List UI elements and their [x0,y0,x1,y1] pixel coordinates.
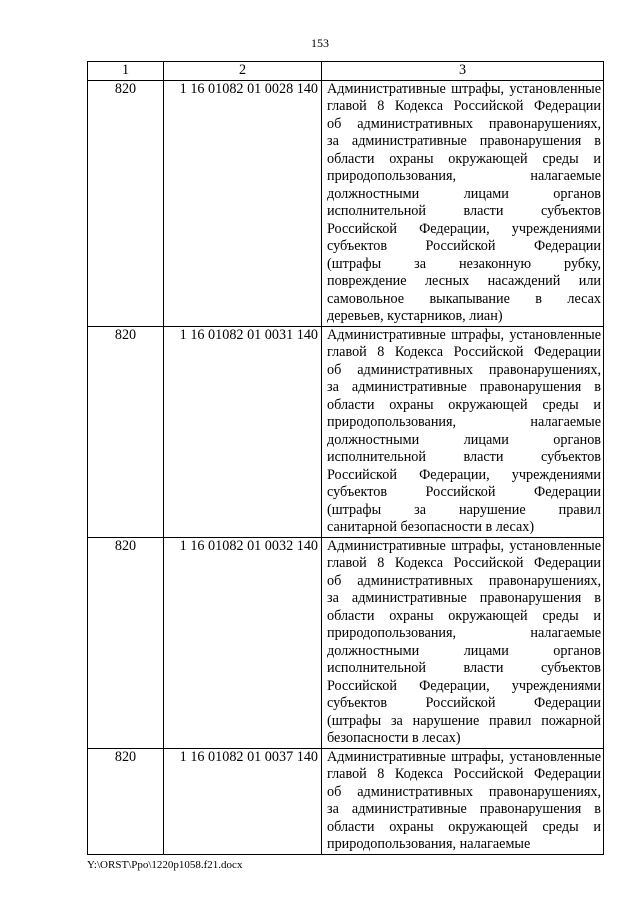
description-cell [322,537,604,748]
description-line: должностными лицами органов [327,431,601,448]
description-line: природопользования, налагаемые [327,414,601,430]
description-line: главой 8 Кодекса Российской Федерации [327,344,601,360]
description-line: области охраны окружающей среды и [327,396,601,413]
description-line: субъектов Российской Федерации [327,238,601,254]
description-line: (штрафы за нарушение правил пожарной [327,712,601,729]
description-line: об административных правонарушениях, [327,361,601,378]
description-line: субъектов Российской Федерации [327,695,601,711]
column-header-1: 1 [88,62,164,81]
admin-code-cell: 820 [88,326,164,537]
description-line: об административных правонарушениях, [327,783,601,800]
description-line: исполнительной власти субъектов [327,660,601,676]
description-line: исполнительной власти субъектов [327,203,601,219]
description-line: за административные правонарушения в [327,590,601,606]
description-line: природопользования, налагаемые [327,836,531,852]
table-row [88,537,604,748]
column-header-2: 2 [164,62,322,81]
description-line: главой 8 Кодекса Российской Федерации [327,98,601,114]
description-line: Российской Федерации, учреждениями [327,220,601,237]
description-line: безопасности в лесах) [327,730,461,746]
description-line: повреждение лесных насаждений или [327,273,601,289]
description-line: должностными лицами органов [327,185,601,202]
column-header-3: 3 [322,62,604,81]
table-body [88,80,604,854]
description-line: (штрафы за нарушение правил [327,501,601,518]
description-line: Административные штрафы, установленные [327,748,601,765]
description-line: Российской Федерации, учреждениями [327,466,601,483]
description-line: за административные правонарушения в [327,379,601,395]
budget-classification-code-cell: 1 16 01082 01 0031 140 [164,326,322,537]
table-row [88,80,604,326]
description-line: области охраны окружающей среды и [327,818,601,835]
description-line: области охраны окружающей среды и [327,607,601,624]
page-number: 153 [311,36,329,50]
description-line: Российской Федерации, учреждениями [327,677,601,694]
description-line: природопользования, налагаемые [327,168,601,184]
budget-classification-code-cell: 1 16 01082 01 0037 140 [164,748,322,854]
description-cell [322,326,604,537]
budget-codes-table [87,61,604,855]
admin-code-cell: 820 [88,748,164,854]
description-line: должностными лицами органов [327,642,601,659]
description-line: области охраны окружающей среды и [327,150,601,167]
description-line: (штрафы за незаконную рубку, [327,255,601,272]
description-line: за административные правонарушения в [327,801,601,817]
table-row [88,326,604,537]
description-line: субъектов Российской Федерации [327,484,601,500]
description-line: санитарной безопасности в лесах) [327,519,535,535]
footer-file-path: Y:\ORST\Ppo\1220p1058.f21.docx [87,859,243,871]
description-line: Административные штрафы, установленные [327,537,601,554]
description-line: исполнительной власти субъектов [327,449,601,465]
description-line: природопользования, налагаемые [327,625,601,641]
table-row [88,748,604,854]
budget-classification-code-cell: 1 16 01082 01 0032 140 [164,537,322,748]
description-line: самовольное выкапывание в лесах [327,290,601,307]
description-line: главой 8 Кодекса Российской Федерации [327,766,601,782]
description-line: Административные штрафы, установленные [327,326,601,343]
table-header-row [88,62,604,81]
description-cell [322,80,604,326]
admin-code-cell: 820 [88,537,164,748]
description-line: об административных правонарушениях, [327,572,601,589]
admin-code-cell: 820 [88,80,164,326]
description-line: Административные штрафы, установленные [327,80,601,97]
budget-classification-code-cell: 1 16 01082 01 0028 140 [164,80,322,326]
description-line: главой 8 Кодекса Российской Федерации [327,555,601,571]
description-cell [322,748,604,854]
description-line: об административных правонарушениях, [327,115,601,132]
description-line: деревьев, кустарников, лиан) [327,308,503,324]
description-line: за административные правонарушения в [327,133,601,149]
